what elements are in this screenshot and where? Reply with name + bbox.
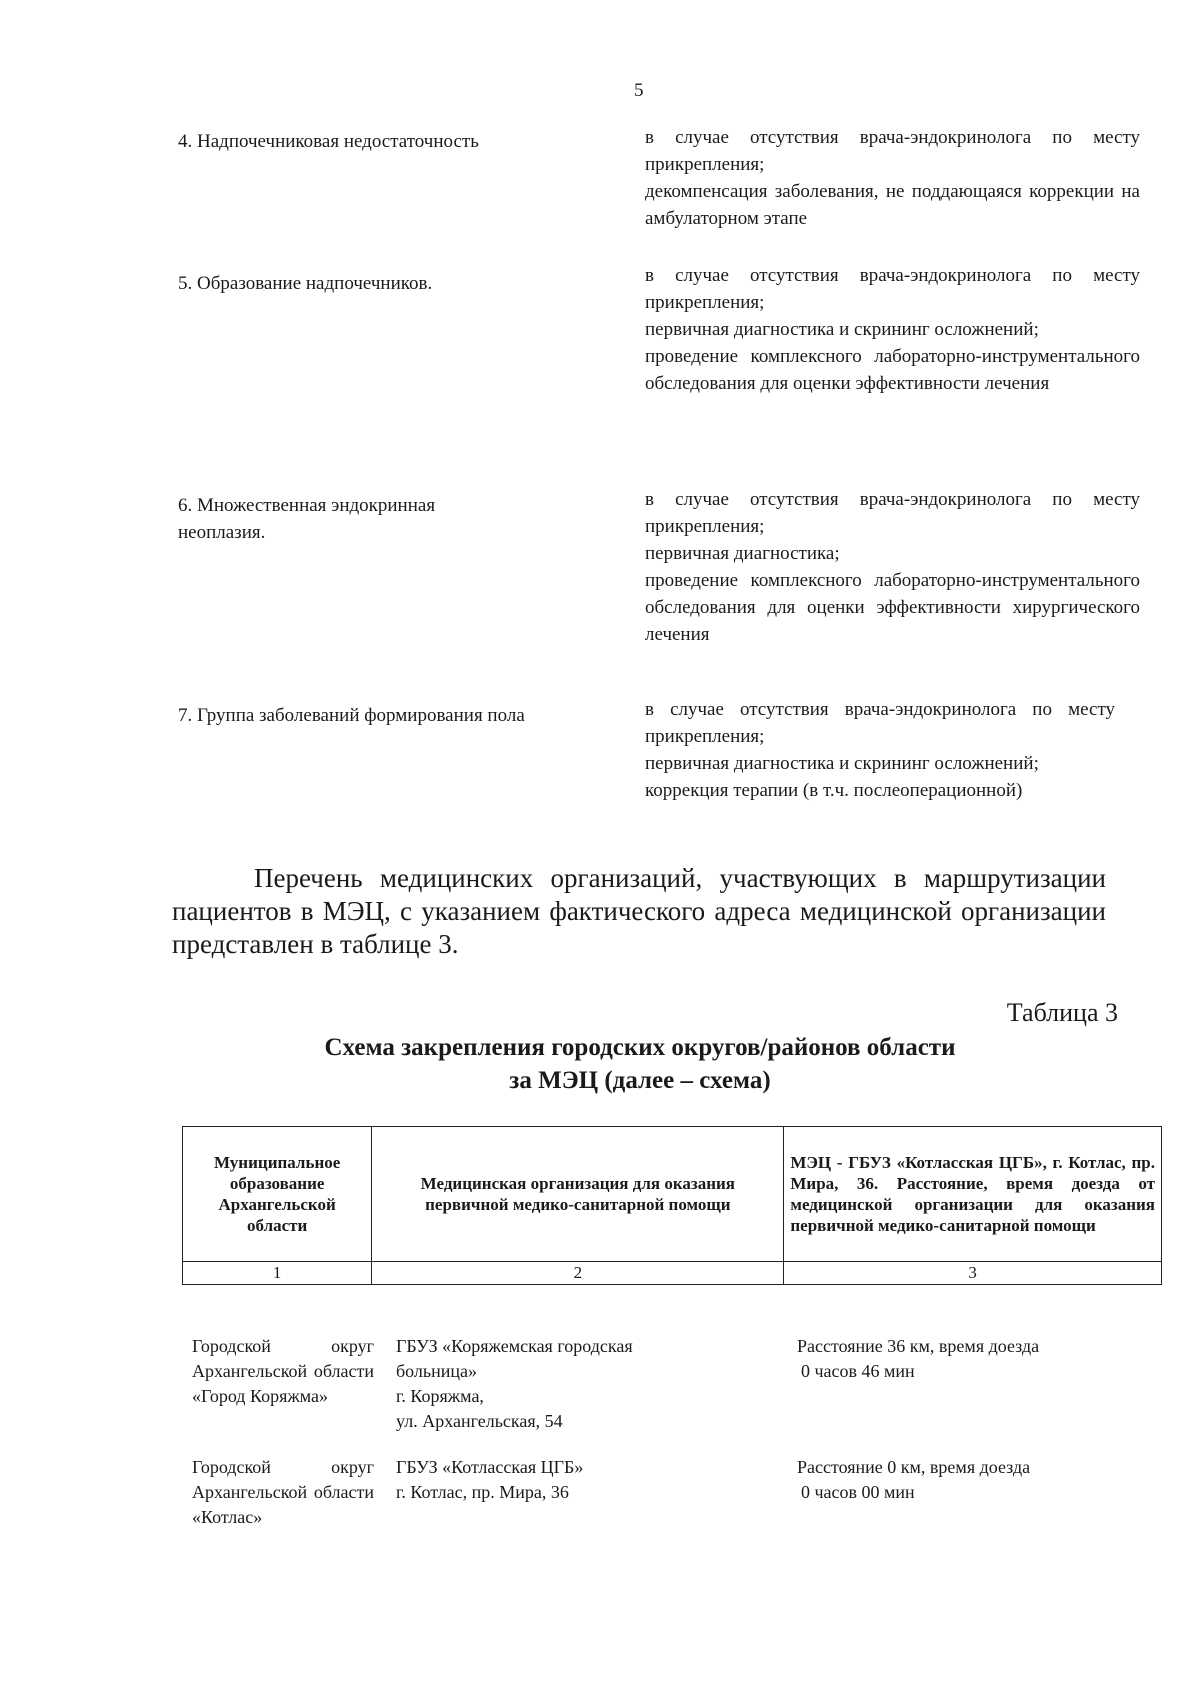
criteria-line: в случае отсутствия врача-эндокринолога по месту прикрепления; xyxy=(645,699,1115,747)
row-organization xyxy=(396,1334,716,1434)
criteria-line: первичная диагностика и скрининг осложнений; xyxy=(645,753,1039,774)
criteria-line: первичная диагностика и скрининг осложнений; xyxy=(645,319,1039,340)
time-text: 0 часов 00 мин xyxy=(801,1482,915,1502)
table-title-line: за МЭЦ (далее – схема) xyxy=(509,1067,771,1094)
condition-criteria xyxy=(645,696,1115,804)
criteria-line: коррекция терапии (в т.ч. послеоперационной) xyxy=(645,780,1023,801)
criteria-line: декомпенсация заболевания, не поддающаяся коррекции на амбулаторном этапе xyxy=(645,181,1140,229)
table-header xyxy=(182,1126,1162,1285)
page-number: 5 xyxy=(634,80,644,101)
condition-name: 6. Множественная эндокринная неоплазия. xyxy=(178,495,436,543)
row-municipality: Городской округ Архангельской области «Котлас» xyxy=(192,1457,374,1527)
column-number: 1 xyxy=(183,1262,372,1285)
distance-text: Расстояние 0 км, время доезда xyxy=(797,1457,1031,1477)
condition-criteria xyxy=(645,124,1140,232)
time-text: 0 часов 46 мин xyxy=(801,1361,915,1381)
column-number: 3 xyxy=(784,1262,1162,1285)
organization-name: ГБУЗ «Коряжемская городская больница» xyxy=(396,1336,633,1381)
paragraph-text: Перечень медицинских организаций, участвующих в маршрутизации пациентов в МЭЦ, с указанием фактического адреса медицинской организации представлен в таблице 3. xyxy=(172,863,1106,959)
criteria-line: в случае отсутствия врача-эндокринолога по месту прикрепления; xyxy=(645,489,1140,537)
condition-criteria xyxy=(645,262,1140,397)
header-distance: МЭЦ - ГБУЗ «Котласская ЦГБ», г. Котлас, пр. Мира, 36. Расстояние, время доезда от медицинской организации для оказания первичной медико-санитарной помощи xyxy=(784,1127,1162,1262)
address-street: ул. Архангельская, 54 xyxy=(396,1411,563,1431)
condition-name: 7. Группа заболеваний формирования пола xyxy=(178,705,525,726)
criteria-line: проведение комплексного лабораторно-инструментального обследования для оценки эффективности хирургического лечения xyxy=(645,570,1140,645)
header-municipality: Муниципальное образование Архангельской области xyxy=(183,1127,372,1262)
row-distance xyxy=(797,1455,1127,1505)
table-title-line: Схема закрепления городских округов/районов области xyxy=(324,1034,956,1061)
condition-criteria xyxy=(645,486,1140,648)
header-organization: Медицинская организация для оказания первичной медико-санитарной помощи xyxy=(372,1127,784,1262)
address-city: г. Котлас, пр. Мира, 36 xyxy=(396,1482,569,1502)
condition-name: 5. Образование надпочечников. xyxy=(178,273,433,294)
address-city: г. Коряжма, xyxy=(396,1386,484,1406)
column-number: 2 xyxy=(372,1262,784,1285)
table-caption: Таблица 3 xyxy=(1006,998,1118,1027)
row-organization xyxy=(396,1455,716,1505)
organization-name: ГБУЗ «Котласская ЦГБ» xyxy=(396,1457,584,1477)
row-municipality: Городской округ Архангельской области «Город Коряжма» xyxy=(192,1336,374,1406)
criteria-line: в случае отсутствия врача-эндокринолога по месту прикрепления; xyxy=(645,265,1140,313)
criteria-line: в случае отсутствия врача-эндокринолога по месту прикрепления; xyxy=(645,127,1140,175)
distance-text: Расстояние 36 км, время доезда xyxy=(797,1336,1040,1356)
criteria-line: проведение комплексного лабораторно-инструментального обследования для оценки эффективности лечения xyxy=(645,346,1140,394)
condition-name: 4. Надпочечниковая недостаточность xyxy=(178,131,479,152)
row-distance xyxy=(797,1334,1127,1384)
criteria-line: первичная диагностика; xyxy=(645,543,840,564)
table-title xyxy=(180,1031,1100,1097)
body-paragraph xyxy=(172,862,1106,961)
